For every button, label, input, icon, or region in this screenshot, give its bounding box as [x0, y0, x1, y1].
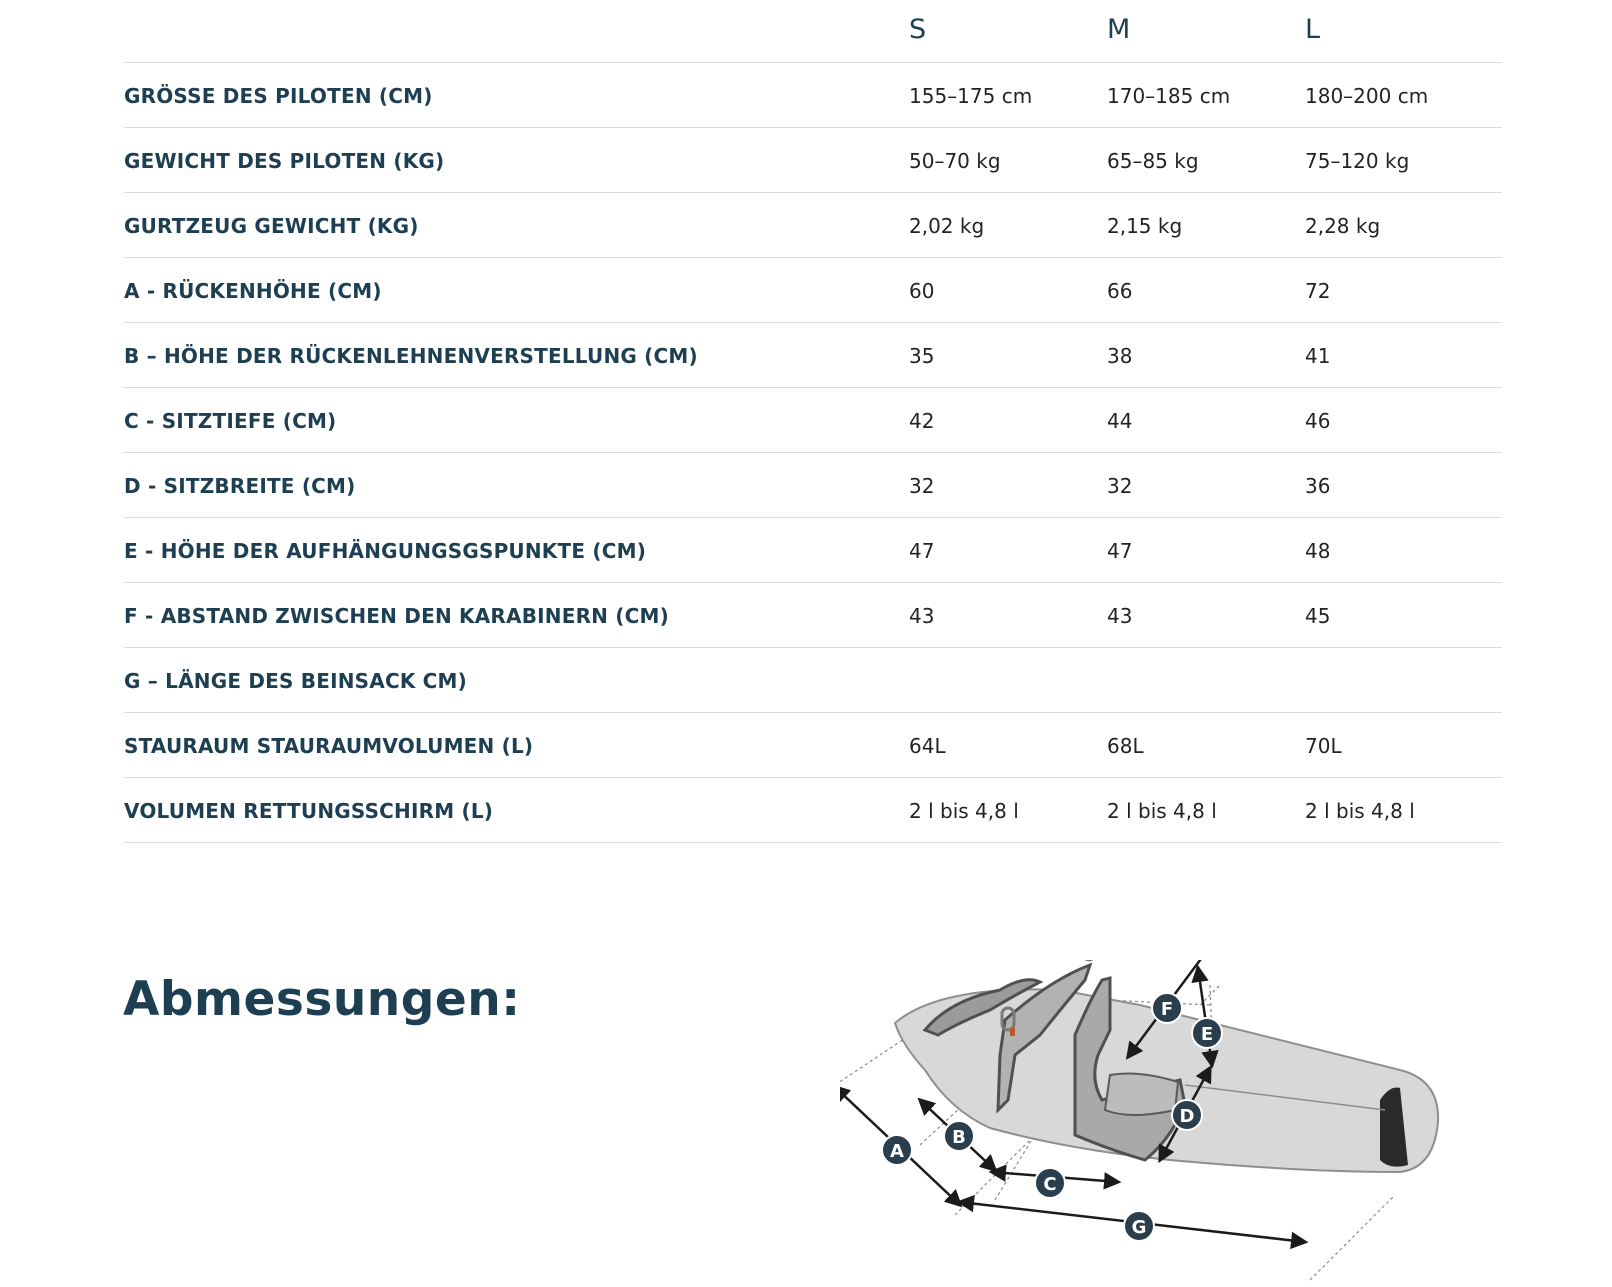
cell-l: 2,28 kg — [1305, 214, 1381, 238]
cell-s: 32 — [909, 474, 935, 498]
marker-a — [882, 1135, 912, 1165]
cell-s: 2 l bis 4,8 l — [909, 799, 1019, 823]
cell-m: 38 — [1107, 344, 1133, 368]
marker-e — [1192, 1018, 1222, 1048]
table-row-seat-depth — [124, 388, 1502, 453]
cell-l: 46 — [1305, 409, 1331, 433]
table-row-reserve-volume — [124, 778, 1502, 843]
cell-m: 32 — [1107, 474, 1133, 498]
table-row-legbag-length — [124, 648, 1502, 713]
table-row-pilot-weight — [124, 128, 1502, 193]
cell-l: 41 — [1305, 344, 1331, 368]
row-label: E - HÖHE DER AUFHÄNGUNGSGSPUNKTE (CM) — [124, 539, 647, 563]
cell-m: 66 — [1107, 279, 1133, 303]
cell-l: 36 — [1305, 474, 1331, 498]
table-row-back-height — [124, 258, 1502, 323]
cell-s: 50–70 kg — [909, 149, 1001, 173]
cell-s: 43 — [909, 604, 935, 628]
row-label: STAURAUM STAURAUMVOLUMEN (L) — [124, 734, 534, 758]
row-label: VOLUMEN RETTUNGSSCHIRM (L) — [124, 799, 494, 823]
row-label: GURTZEUG GEWICHT (KG) — [124, 214, 419, 238]
cell-m: 2 l bis 4,8 l — [1107, 799, 1217, 823]
cell-m: 43 — [1107, 604, 1133, 628]
marker-g — [1124, 1211, 1154, 1241]
row-label: F - ABSTAND ZWISCHEN DEN KARABINERN (CM) — [124, 604, 669, 628]
row-label: G – LÄNGE DES BEINSACK CM) — [124, 669, 468, 693]
cell-l: 72 — [1305, 279, 1331, 303]
table-row-pilot-height — [124, 63, 1502, 128]
size-header-l: L — [1305, 14, 1321, 45]
table-row-suspension-height — [124, 518, 1502, 583]
row-label: GRÖSSE DES PILOTEN (CM) — [124, 84, 433, 108]
cell-l: 45 — [1305, 604, 1331, 628]
harness-dimensions-diagram — [840, 960, 1500, 1287]
table-row-storage-volume — [124, 713, 1502, 778]
cell-s: 2,02 kg — [909, 214, 985, 238]
cell-m: 170–185 cm — [1107, 84, 1231, 108]
marker-f — [1152, 993, 1182, 1023]
size-header-row — [124, 0, 1502, 63]
cell-s: 42 — [909, 409, 935, 433]
cell-m: 2,15 kg — [1107, 214, 1183, 238]
row-label: GEWICHT DES PILOTEN (KG) — [124, 149, 445, 173]
table-row-harness-weight — [124, 193, 1502, 258]
row-label: D - SITZBREITE (CM) — [124, 474, 356, 498]
cell-l: 48 — [1305, 539, 1331, 563]
svg-text:G: G — [1131, 1217, 1147, 1238]
cell-m: 65–85 kg — [1107, 149, 1199, 173]
dimensions-title: Abmessungen: — [123, 972, 521, 1027]
row-label: A - RÜCKENHÖHE (CM) — [124, 279, 382, 303]
marker-d — [1172, 1100, 1202, 1130]
size-header-s: S — [909, 14, 927, 45]
cell-m: 44 — [1107, 409, 1133, 433]
cell-m: 68L — [1107, 734, 1144, 758]
cell-s: 60 — [909, 279, 935, 303]
svg-text:B: B — [952, 1127, 966, 1148]
cell-m: 47 — [1107, 539, 1133, 563]
size-header-m: M — [1107, 14, 1131, 45]
svg-text:D: D — [1179, 1106, 1195, 1127]
cell-l: 2 l bis 4,8 l — [1305, 799, 1415, 823]
table-row-seat-width — [124, 453, 1502, 518]
svg-text:A: A — [890, 1141, 904, 1162]
marker-b — [944, 1121, 974, 1151]
cell-l: 180–200 cm — [1305, 84, 1429, 108]
table-row-carabiner-distance — [124, 583, 1502, 648]
cell-l: 70L — [1305, 734, 1342, 758]
svg-text:F: F — [1160, 999, 1174, 1020]
cell-l: 75–120 kg — [1305, 149, 1410, 173]
cell-s: 64L — [909, 734, 946, 758]
row-label: B – HÖHE DER RÜCKENLEHNENVERSTELLUNG (CM) — [124, 344, 698, 368]
row-label: C - SITZTIEFE (CM) — [124, 409, 337, 433]
svg-text:C: C — [1043, 1174, 1057, 1195]
cell-s: 155–175 cm — [909, 84, 1033, 108]
cell-s: 47 — [909, 539, 935, 563]
table-row-backrest-adjustment — [124, 323, 1502, 388]
cell-s: 35 — [909, 344, 935, 368]
spec-table — [124, 0, 1502, 843]
svg-text:E: E — [1200, 1024, 1214, 1045]
marker-c — [1035, 1168, 1065, 1198]
